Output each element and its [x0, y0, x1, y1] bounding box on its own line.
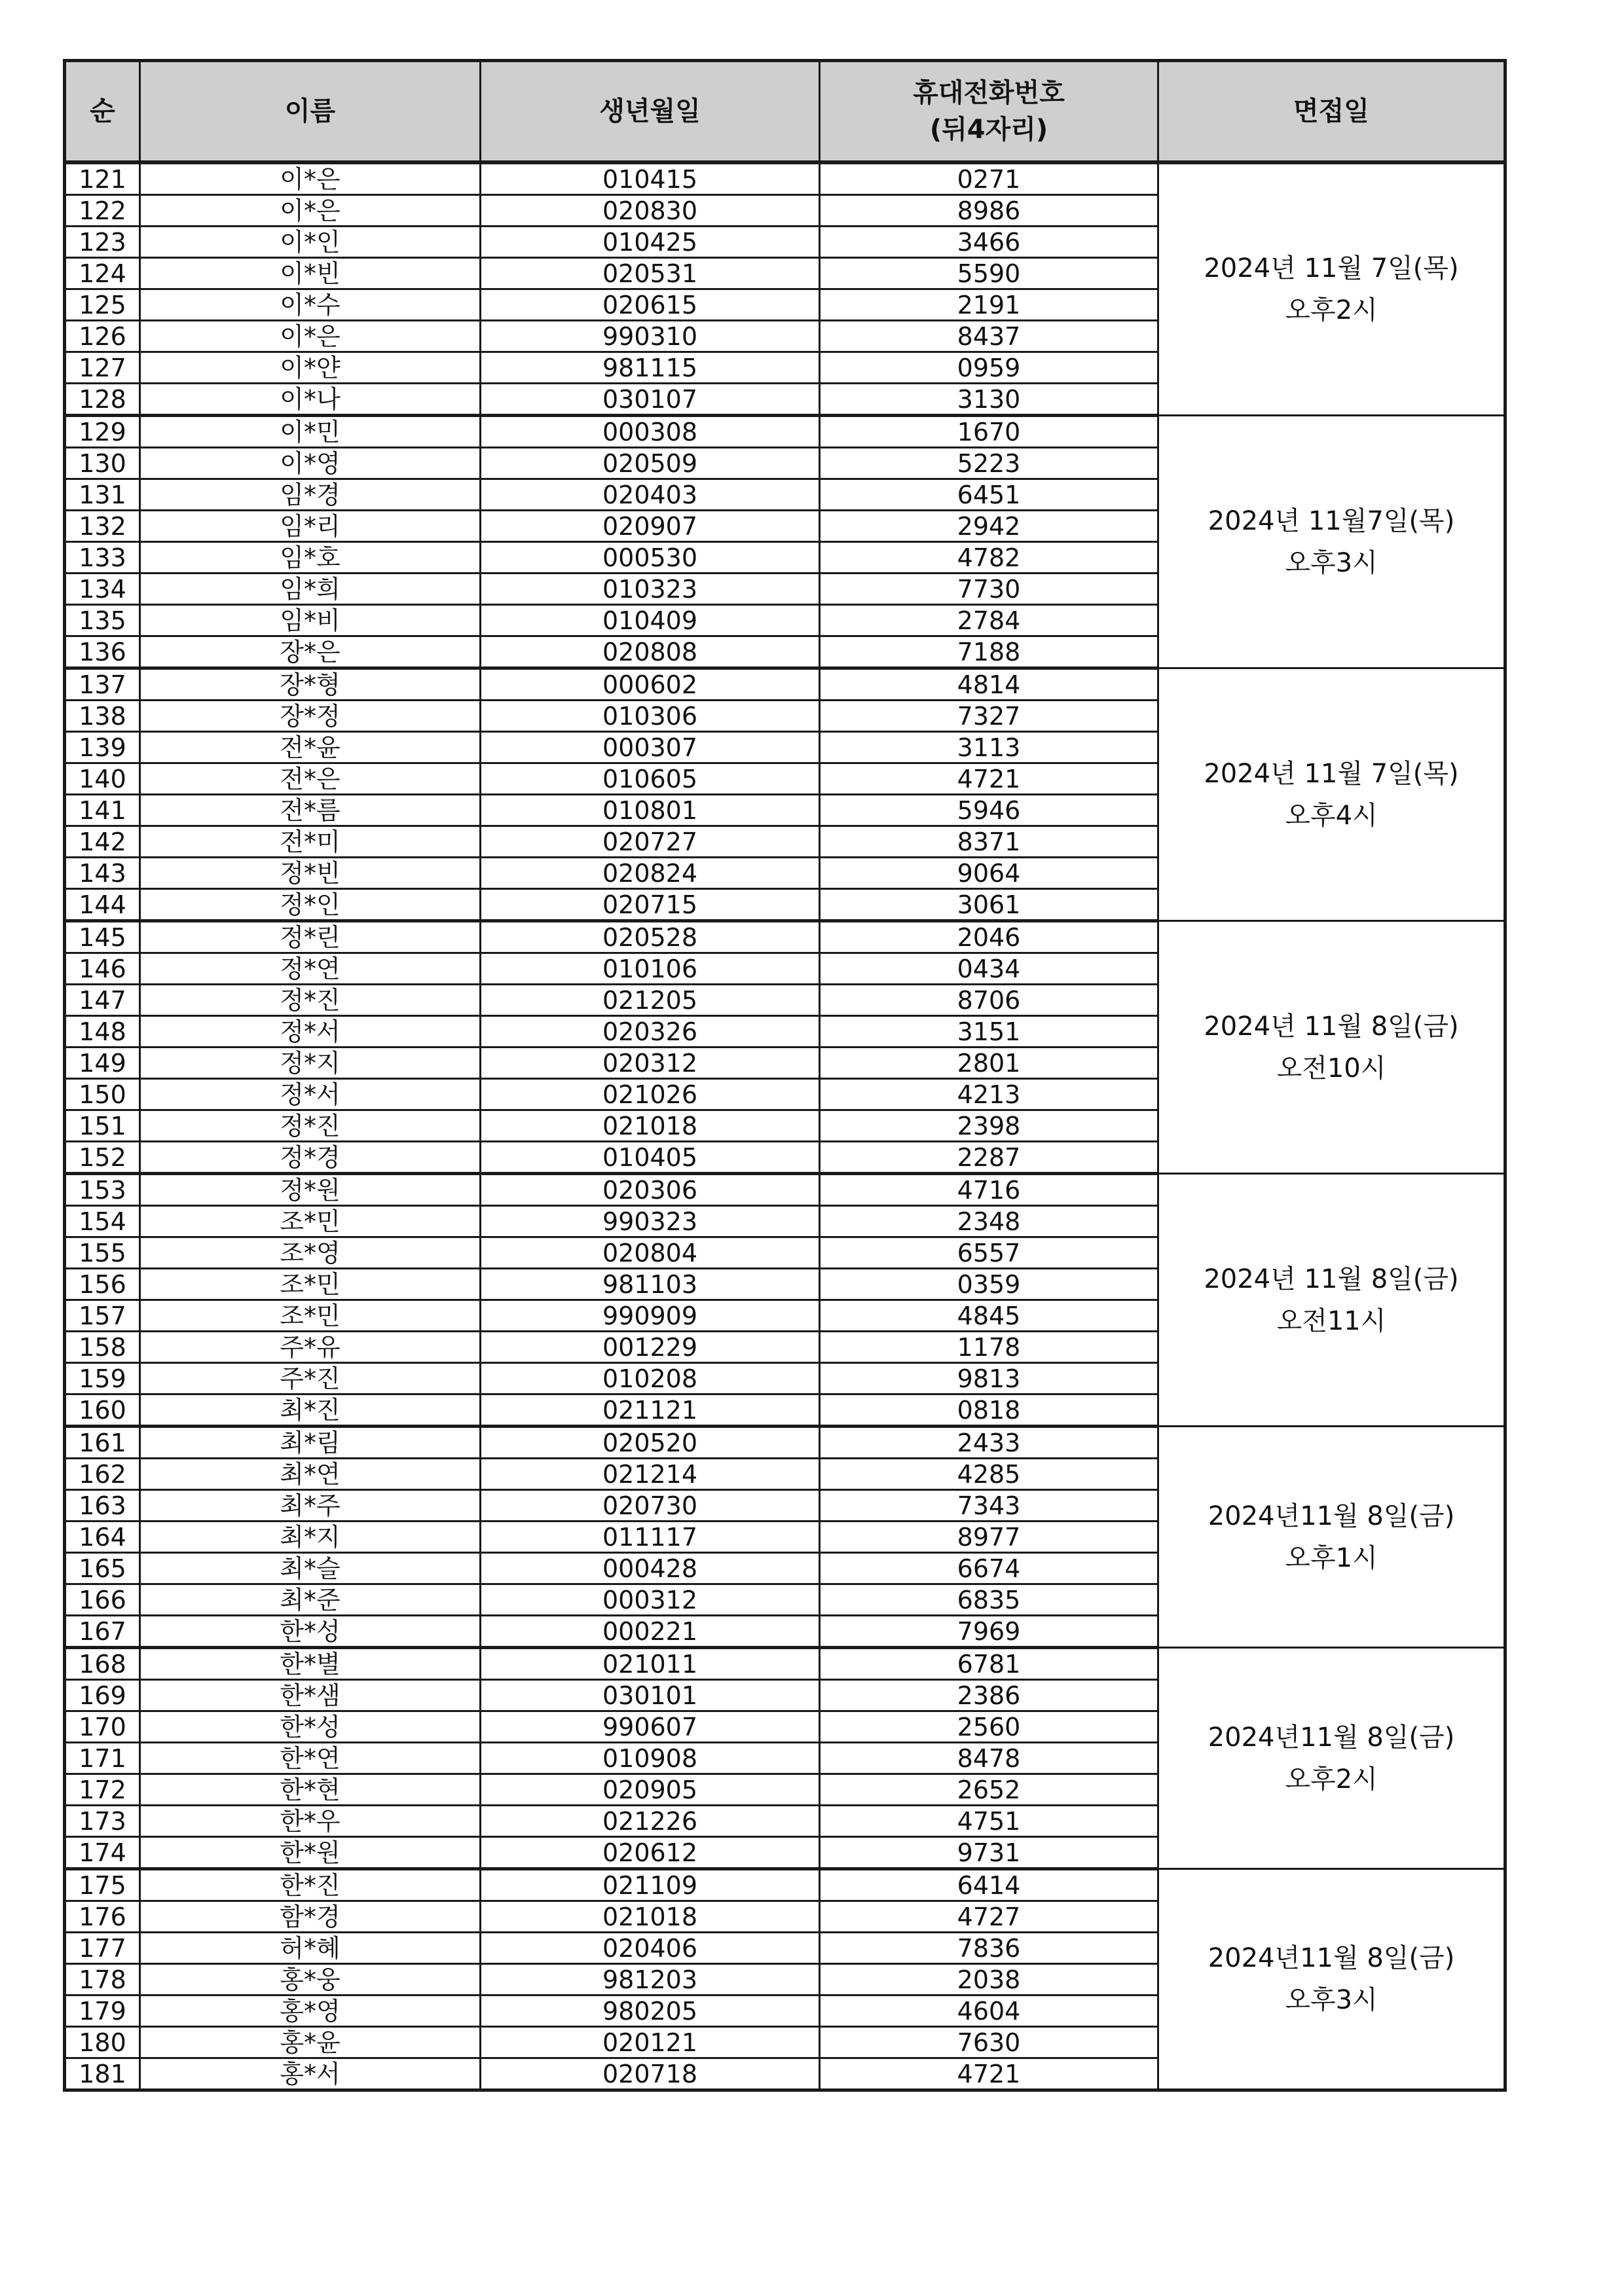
- birth-date: 020727: [481, 826, 820, 858]
- birth-date: 020612: [481, 1837, 820, 1869]
- birth-date: 020730: [481, 1490, 820, 1522]
- birth-date: 010605: [481, 763, 820, 795]
- phone-last4: 5223: [820, 448, 1158, 479]
- applicant-name: 전*윤: [140, 732, 481, 763]
- birth-date: 021226: [481, 1806, 820, 1837]
- phone-last4: 4285: [820, 1459, 1158, 1490]
- phone-last4: 7969: [820, 1616, 1158, 1648]
- applicant-name: 주*유: [140, 1332, 481, 1363]
- table-row: [65, 1427, 1505, 1459]
- table-row: [65, 921, 1505, 953]
- phone-last4: 4604: [820, 1995, 1158, 2027]
- header-row: [65, 61, 1505, 163]
- phone-last4: 6835: [820, 1584, 1158, 1616]
- row-number: 154: [65, 1206, 140, 1237]
- applicant-name: 장*정: [140, 701, 481, 732]
- phone-last4: 0359: [820, 1269, 1158, 1300]
- birth-date: 000602: [481, 668, 820, 701]
- row-number: 177: [65, 1933, 140, 1964]
- birth-date: 020306: [481, 1174, 820, 1206]
- phone-last4: 4716: [820, 1174, 1158, 1206]
- phone-last4: 2942: [820, 511, 1158, 542]
- row-number: 172: [65, 1774, 140, 1806]
- phone-last4: 8478: [820, 1743, 1158, 1774]
- row-number: 123: [65, 227, 140, 258]
- interview-date: 2024년11월 8일(금): [1208, 1943, 1455, 1973]
- row-number: 146: [65, 953, 140, 985]
- row-number: 126: [65, 321, 140, 352]
- birth-date: 021121: [481, 1394, 820, 1427]
- applicant-name: 홍*웅: [140, 1964, 481, 1995]
- birth-date: 020804: [481, 1237, 820, 1269]
- applicant-name: 정*연: [140, 953, 481, 985]
- applicant-name: 정*빈: [140, 858, 481, 889]
- row-number: 178: [65, 1964, 140, 1995]
- birth-date: 010405: [481, 1142, 820, 1174]
- row-number: 170: [65, 1711, 140, 1743]
- row-number: 121: [65, 162, 140, 195]
- birth-date: 020808: [481, 636, 820, 668]
- row-number: 144: [65, 889, 140, 921]
- birth-date: 001229: [481, 1332, 820, 1363]
- applicant-name: 이*영: [140, 448, 481, 479]
- phone-last4: 4845: [820, 1300, 1158, 1332]
- phone-last4: 1670: [820, 416, 1158, 448]
- interview-time: 오후3시: [1285, 547, 1378, 578]
- birth-date: 011117: [481, 1522, 820, 1553]
- interview-slot: [1158, 1174, 1505, 1427]
- interview-slot: [1158, 162, 1505, 416]
- row-number: 148: [65, 1016, 140, 1048]
- applicant-name: 최*림: [140, 1427, 481, 1459]
- row-number: 149: [65, 1048, 140, 1079]
- birth-date: 000428: [481, 1553, 820, 1584]
- applicant-name: 최*진: [140, 1394, 481, 1427]
- applicant-name: 한*샘: [140, 1680, 481, 1711]
- table-body: [65, 162, 1505, 2090]
- row-number: 147: [65, 985, 140, 1016]
- row-number: 127: [65, 352, 140, 384]
- phone-last4: 0434: [820, 953, 1158, 985]
- row-number: 137: [65, 668, 140, 701]
- phone-last4: 2287: [820, 1142, 1158, 1174]
- phone-last4: 7343: [820, 1490, 1158, 1522]
- applicant-name: 홍*서: [140, 2058, 481, 2090]
- phone-last4: 2348: [820, 1206, 1158, 1237]
- phone-last4: 3151: [820, 1016, 1158, 1048]
- applicant-name: 조*민: [140, 1300, 481, 1332]
- phone-last4: 2038: [820, 1964, 1158, 1995]
- birth-date: 020907: [481, 511, 820, 542]
- row-number: 169: [65, 1680, 140, 1711]
- row-number: 133: [65, 542, 140, 574]
- birth-date: 021109: [481, 1869, 820, 1901]
- row-number: 153: [65, 1174, 140, 1206]
- applicant-name: 이*수: [140, 289, 481, 321]
- row-number: 158: [65, 1332, 140, 1363]
- applicant-name: 정*진: [140, 1110, 481, 1142]
- birth-date: 021011: [481, 1648, 820, 1680]
- header-interview-date: 면접일: [1158, 61, 1505, 163]
- interview-date: 2024년 11월 8일(금): [1204, 1264, 1459, 1294]
- phone-last4: 4727: [820, 1901, 1158, 1933]
- applicant-name: 정*경: [140, 1142, 481, 1174]
- applicant-name: 최*준: [140, 1584, 481, 1616]
- birth-date: 010306: [481, 701, 820, 732]
- header-phone-line2: (뒤4자리): [929, 115, 1048, 145]
- applicant-name: 한*별: [140, 1648, 481, 1680]
- interview-date: 2024년 11월7일(목): [1208, 505, 1455, 536]
- phone-last4: 2433: [820, 1427, 1158, 1459]
- applicant-name: 정*지: [140, 1048, 481, 1079]
- birth-date: 010425: [481, 227, 820, 258]
- row-number: 167: [65, 1616, 140, 1648]
- applicant-name: 한*우: [140, 1806, 481, 1837]
- interview-date: 2024년 11월 7일(목): [1204, 758, 1459, 789]
- row-number: 125: [65, 289, 140, 321]
- phone-last4: 3130: [820, 384, 1158, 416]
- applicant-name: 임*리: [140, 511, 481, 542]
- row-number: 150: [65, 1079, 140, 1110]
- phone-last4: 7730: [820, 574, 1158, 605]
- phone-last4: 6781: [820, 1648, 1158, 1680]
- interview-date: 2024년11월 8일(금): [1208, 1501, 1455, 1531]
- applicant-name: 전*은: [140, 763, 481, 795]
- applicant-name: 한*성: [140, 1711, 481, 1743]
- birth-date: 020615: [481, 289, 820, 321]
- header-no: 순: [65, 61, 140, 163]
- phone-last4: 1178: [820, 1332, 1158, 1363]
- row-number: 180: [65, 2027, 140, 2058]
- birth-date: 020830: [481, 195, 820, 227]
- row-number: 152: [65, 1142, 140, 1174]
- applicant-name: 임*호: [140, 542, 481, 574]
- birth-date: 000221: [481, 1616, 820, 1648]
- birth-date: 021018: [481, 1901, 820, 1933]
- table-row: [65, 1648, 1505, 1680]
- birth-date: 030107: [481, 384, 820, 416]
- row-number: 159: [65, 1363, 140, 1394]
- applicant-name: 정*서: [140, 1016, 481, 1048]
- applicant-name: 임*경: [140, 479, 481, 511]
- applicant-name: 최*지: [140, 1522, 481, 1553]
- phone-last4: 4751: [820, 1806, 1158, 1837]
- row-number: 155: [65, 1237, 140, 1269]
- birth-date: 010908: [481, 1743, 820, 1774]
- birth-date: 010409: [481, 605, 820, 636]
- row-number: 142: [65, 826, 140, 858]
- birth-date: 000312: [481, 1584, 820, 1616]
- row-number: 166: [65, 1584, 140, 1616]
- row-number: 157: [65, 1300, 140, 1332]
- applicant-name: 조*영: [140, 1237, 481, 1269]
- header-phone-line1: 휴대전화번호: [913, 78, 1065, 108]
- phone-last4: 9064: [820, 858, 1158, 889]
- applicant-name: 최*슬: [140, 1553, 481, 1584]
- phone-last4: 0959: [820, 352, 1158, 384]
- row-number: 164: [65, 1522, 140, 1553]
- birth-date: 010106: [481, 953, 820, 985]
- phone-last4: 4721: [820, 763, 1158, 795]
- phone-last4: 2386: [820, 1680, 1158, 1711]
- interview-slot: [1158, 1869, 1505, 2090]
- applicant-name: 조*민: [140, 1206, 481, 1237]
- phone-last4: 6451: [820, 479, 1158, 511]
- birth-date: 021205: [481, 985, 820, 1016]
- phone-last4: 2046: [820, 921, 1158, 953]
- birth-date: 010801: [481, 795, 820, 826]
- birth-date: 021214: [481, 1459, 820, 1490]
- birth-date: 990323: [481, 1206, 820, 1237]
- header-birth: 생년월일: [481, 61, 820, 163]
- row-number: 165: [65, 1553, 140, 1584]
- row-number: 135: [65, 605, 140, 636]
- birth-date: 010323: [481, 574, 820, 605]
- row-number: 139: [65, 732, 140, 763]
- applicant-name: 최*주: [140, 1490, 481, 1522]
- birth-date: 020528: [481, 921, 820, 953]
- header-name: 이름: [140, 61, 481, 163]
- row-number: 171: [65, 1743, 140, 1774]
- applicant-name: 홍*영: [140, 1995, 481, 2027]
- birth-date: 010208: [481, 1363, 820, 1394]
- birth-date: 981203: [481, 1964, 820, 1995]
- phone-last4: 6674: [820, 1553, 1158, 1584]
- applicant-name: 장*은: [140, 636, 481, 668]
- phone-last4: 0271: [820, 162, 1158, 195]
- phone-last4: 7836: [820, 1933, 1158, 1964]
- row-number: 151: [65, 1110, 140, 1142]
- row-number: 175: [65, 1869, 140, 1901]
- phone-last4: 8986: [820, 195, 1158, 227]
- applicant-name: 한*현: [140, 1774, 481, 1806]
- phone-last4: 6557: [820, 1237, 1158, 1269]
- birth-date: 020715: [481, 889, 820, 921]
- applicant-name: 한*원: [140, 1837, 481, 1869]
- birth-date: 020824: [481, 858, 820, 889]
- interview-time: 오후3시: [1285, 1985, 1378, 2015]
- phone-last4: 4721: [820, 2058, 1158, 2090]
- phone-last4: 6414: [820, 1869, 1158, 1901]
- interview-slot: [1158, 1427, 1505, 1648]
- table-row: [65, 162, 1505, 195]
- applicant-name: 한*성: [140, 1616, 481, 1648]
- phone-last4: 5946: [820, 795, 1158, 826]
- applicant-name: 이*얀: [140, 352, 481, 384]
- phone-last4: 8977: [820, 1522, 1158, 1553]
- interview-slot: [1158, 668, 1505, 921]
- birth-date: 981103: [481, 1269, 820, 1300]
- phone-last4: 2801: [820, 1048, 1158, 1079]
- birth-date: 000530: [481, 542, 820, 574]
- birth-date: 020326: [481, 1016, 820, 1048]
- phone-last4: 2652: [820, 1774, 1158, 1806]
- interview-slot: [1158, 1648, 1505, 1869]
- interview-time: 오전10시: [1276, 1053, 1386, 1084]
- phone-last4: 3466: [820, 227, 1158, 258]
- row-number: 141: [65, 795, 140, 826]
- applicant-name: 임*희: [140, 574, 481, 605]
- interview-schedule-table: [63, 59, 1507, 2092]
- phone-last4: 9813: [820, 1363, 1158, 1394]
- table-row: [65, 1174, 1505, 1206]
- applicant-name: 이*나: [140, 384, 481, 416]
- phone-last4: 8706: [820, 985, 1158, 1016]
- row-number: 134: [65, 574, 140, 605]
- interview-date: 2024년 11월 8일(금): [1204, 1011, 1459, 1042]
- row-number: 145: [65, 921, 140, 953]
- applicant-name: 정*진: [140, 985, 481, 1016]
- row-number: 143: [65, 858, 140, 889]
- phone-last4: 3113: [820, 732, 1158, 763]
- birth-date: 020905: [481, 1774, 820, 1806]
- birth-date: 020509: [481, 448, 820, 479]
- birth-date: 030101: [481, 1680, 820, 1711]
- birth-date: 980205: [481, 1995, 820, 2027]
- header-phone: [820, 61, 1158, 163]
- applicant-name: 이*은: [140, 321, 481, 352]
- row-number: 132: [65, 511, 140, 542]
- applicant-name: 정*인: [140, 889, 481, 921]
- applicant-name: 함*경: [140, 1901, 481, 1933]
- applicant-name: 장*형: [140, 668, 481, 701]
- birth-date: 990310: [481, 321, 820, 352]
- row-number: 176: [65, 1901, 140, 1933]
- phone-last4: 2560: [820, 1711, 1158, 1743]
- applicant-name: 이*은: [140, 162, 481, 195]
- birth-date: 990909: [481, 1300, 820, 1332]
- applicant-name: 이*은: [140, 195, 481, 227]
- row-number: 136: [65, 636, 140, 668]
- applicant-name: 한*연: [140, 1743, 481, 1774]
- applicant-name: 최*연: [140, 1459, 481, 1490]
- applicant-name: 홍*윤: [140, 2027, 481, 2058]
- row-number: 131: [65, 479, 140, 511]
- phone-last4: 8437: [820, 321, 1158, 352]
- row-number: 122: [65, 195, 140, 227]
- row-number: 168: [65, 1648, 140, 1680]
- phone-last4: 4814: [820, 668, 1158, 701]
- birth-date: 020531: [481, 258, 820, 289]
- phone-last4: 9731: [820, 1837, 1158, 1869]
- interview-slot: [1158, 921, 1505, 1174]
- phone-last4: 2398: [820, 1110, 1158, 1142]
- applicant-name: 정*원: [140, 1174, 481, 1206]
- interview-time: 오전11시: [1276, 1305, 1386, 1336]
- table-header: [65, 61, 1505, 163]
- row-number: 129: [65, 416, 140, 448]
- table-row: [65, 416, 1505, 448]
- birth-date: 020121: [481, 2027, 820, 2058]
- applicant-name: 전*름: [140, 795, 481, 826]
- phone-last4: 5590: [820, 258, 1158, 289]
- birth-date: 020520: [481, 1427, 820, 1459]
- birth-date: 981115: [481, 352, 820, 384]
- birth-date: 021018: [481, 1110, 820, 1142]
- phone-last4: 7327: [820, 701, 1158, 732]
- row-number: 130: [65, 448, 140, 479]
- row-number: 174: [65, 1837, 140, 1869]
- phone-last4: 2191: [820, 289, 1158, 321]
- table-row: [65, 1869, 1505, 1901]
- row-number: 140: [65, 763, 140, 795]
- birth-date: 020312: [481, 1048, 820, 1079]
- row-number: 156: [65, 1269, 140, 1300]
- row-number: 161: [65, 1427, 140, 1459]
- birth-date: 020718: [481, 2058, 820, 2090]
- row-number: 163: [65, 1490, 140, 1522]
- applicant-name: 이*빈: [140, 258, 481, 289]
- applicant-name: 허*혜: [140, 1933, 481, 1964]
- row-number: 138: [65, 701, 140, 732]
- applicant-name: 정*서: [140, 1079, 481, 1110]
- phone-last4: 3061: [820, 889, 1158, 921]
- birth-date: 020406: [481, 1933, 820, 1964]
- row-number: 128: [65, 384, 140, 416]
- phone-last4: 7188: [820, 636, 1158, 668]
- birth-date: 010415: [481, 162, 820, 195]
- applicant-name: 전*미: [140, 826, 481, 858]
- applicant-name: 조*민: [140, 1269, 481, 1300]
- applicant-name: 임*비: [140, 605, 481, 636]
- birth-date: 990607: [481, 1711, 820, 1743]
- phone-last4: 0818: [820, 1394, 1158, 1427]
- interview-date: 2024년 11월 7일(목): [1204, 253, 1459, 283]
- row-number: 181: [65, 2058, 140, 2090]
- birth-date: 021026: [481, 1079, 820, 1110]
- row-number: 162: [65, 1459, 140, 1490]
- row-number: 124: [65, 258, 140, 289]
- applicant-name: 한*진: [140, 1869, 481, 1901]
- interview-time: 오후2시: [1285, 295, 1378, 325]
- birth-date: 000308: [481, 416, 820, 448]
- row-number: 173: [65, 1806, 140, 1837]
- interview-slot: [1158, 416, 1505, 668]
- interview-date: 2024년11월 8일(금): [1208, 1722, 1455, 1753]
- applicant-name: 정*린: [140, 921, 481, 953]
- interview-time: 오후2시: [1285, 1764, 1378, 1795]
- row-number: 160: [65, 1394, 140, 1427]
- birth-date: 000307: [481, 732, 820, 763]
- interview-time: 오후1시: [1285, 1542, 1378, 1573]
- phone-last4: 2784: [820, 605, 1158, 636]
- applicant-name: 이*인: [140, 227, 481, 258]
- applicant-name: 이*민: [140, 416, 481, 448]
- table-row: [65, 668, 1505, 701]
- birth-date: 020403: [481, 479, 820, 511]
- phone-last4: 8371: [820, 826, 1158, 858]
- row-number: 179: [65, 1995, 140, 2027]
- phone-last4: 4213: [820, 1079, 1158, 1110]
- phone-last4: 7630: [820, 2027, 1158, 2058]
- interview-time: 오후4시: [1285, 800, 1378, 831]
- phone-last4: 4782: [820, 542, 1158, 574]
- applicant-name: 주*진: [140, 1363, 481, 1394]
